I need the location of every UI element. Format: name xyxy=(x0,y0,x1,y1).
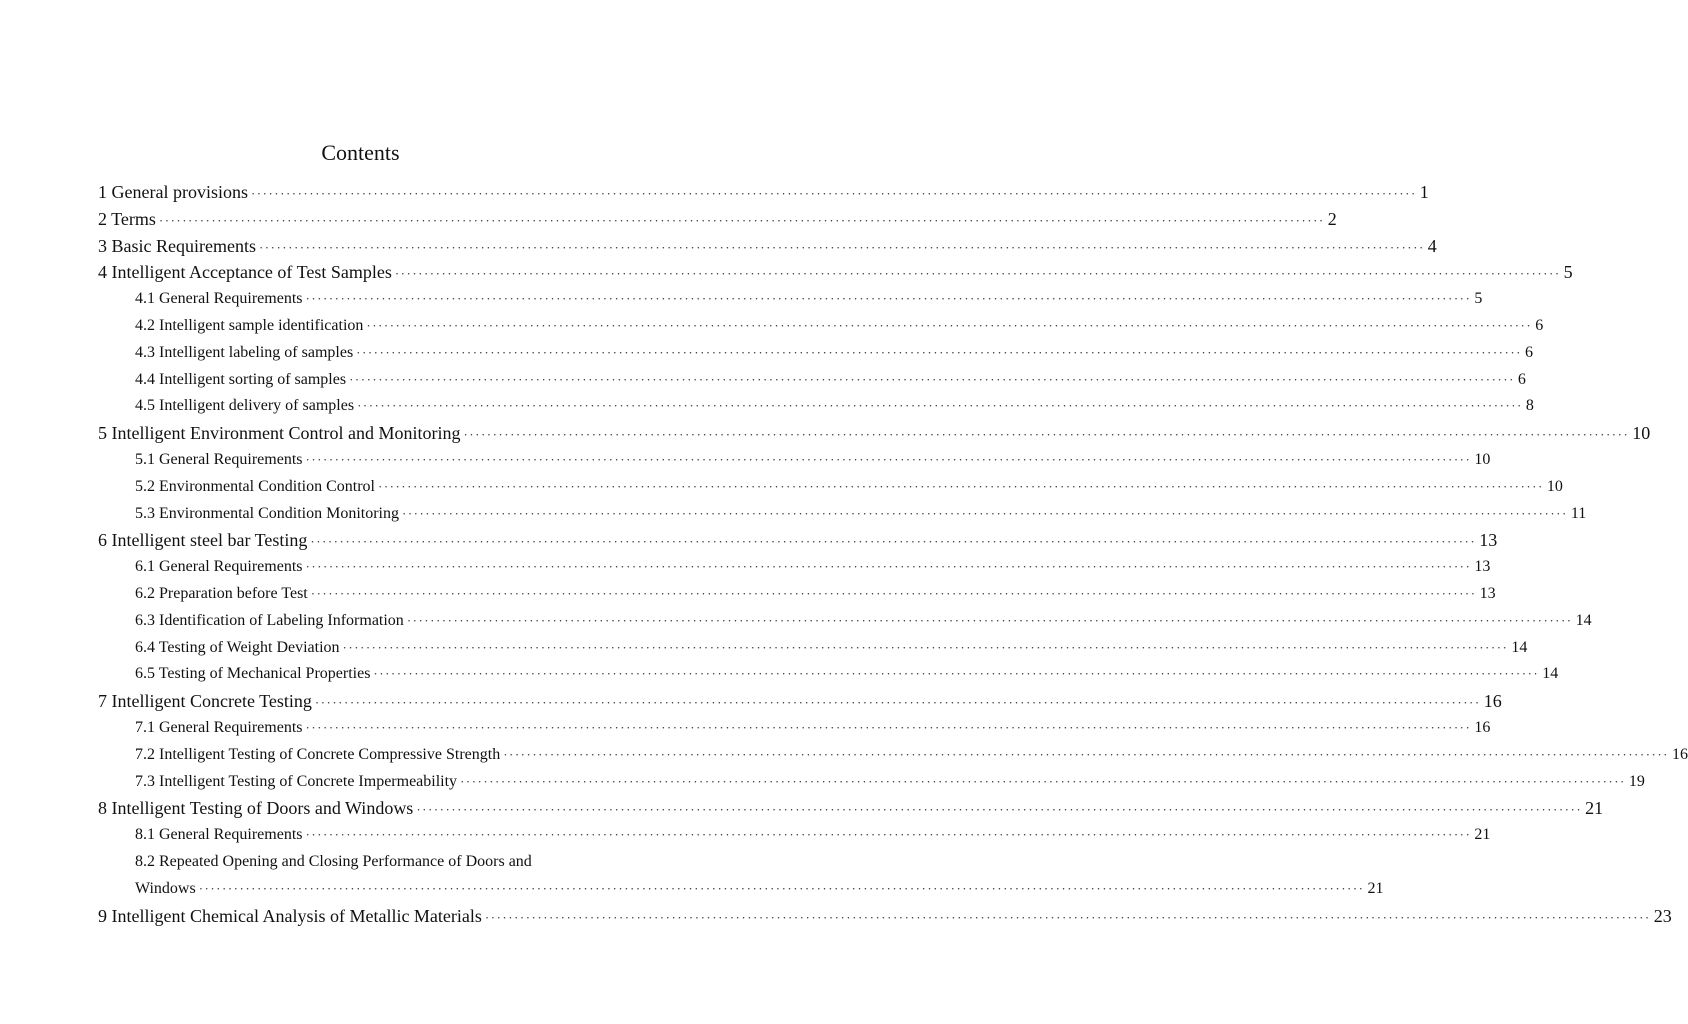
toc-subentry-wrapped-line[interactable] xyxy=(98,849,645,876)
toc-entry-page: 6 xyxy=(1535,316,1544,334)
toc-subentry[interactable] xyxy=(98,313,1544,340)
toc-entry-page: 14 xyxy=(1575,611,1592,629)
toc-subentry[interactable] xyxy=(98,501,1587,528)
dot-leader: ········································································································································································································ xyxy=(503,746,1670,762)
toc-entry-page: 16 xyxy=(1483,691,1502,712)
toc-subentry[interactable] xyxy=(98,661,1559,688)
toc-entry-label: 7.3 Intelligent Testing of Concrete Impermeability xyxy=(135,772,458,790)
toc-entry-label: 7.2 Intelligent Testing of Concrete Compressive Strength xyxy=(135,745,501,763)
toc-subentry[interactable] xyxy=(98,367,1526,394)
toc-entry-page: 21 xyxy=(1474,826,1491,844)
dot-leader: ········································································································································································································ xyxy=(416,802,1583,818)
dot-leader: ········································································································································································································ xyxy=(310,534,1477,550)
toc-subentry[interactable] xyxy=(98,742,1688,769)
toc-entry-label: 8 Intelligent Testing of Doors and Windows xyxy=(98,798,414,819)
toc-entry-page: 14 xyxy=(1542,665,1559,683)
toc-entry-page: 11 xyxy=(1570,504,1587,522)
toc-entry-label: 1 General provisions xyxy=(98,182,248,202)
toc-entry[interactable] xyxy=(98,527,1498,554)
dot-leader: ········································································································································································································ xyxy=(342,639,1509,655)
toc-entry-label: 4.5 Intelligent delivery of samples xyxy=(135,397,355,415)
dot-leader: ········································································································································································································ xyxy=(349,371,1515,387)
toc-entry-label: 5 Intelligent Environment Control and Monitoring xyxy=(98,423,461,444)
toc-entry-label: 5.2 Environmental Condition Control xyxy=(135,477,375,495)
toc-entry-label: 4.1 General Requirements xyxy=(135,290,303,308)
toc-subentry[interactable] xyxy=(98,474,1563,501)
dot-leader: ········································································································································································································ xyxy=(366,317,1533,333)
dot-leader: ········································································································································································································ xyxy=(250,186,1417,201)
toc-entry-page: 16 xyxy=(1672,745,1688,763)
dot-leader: ········································································································································································································ xyxy=(406,612,1573,628)
toc-subentry[interactable] xyxy=(98,447,1491,474)
toc-entry[interactable] xyxy=(98,420,1651,447)
toc-entry-label: 5.3 Environmental Condition Monitoring xyxy=(135,504,399,522)
toc-entry[interactable] xyxy=(98,795,1604,822)
toc-entry[interactable] xyxy=(98,903,1672,930)
toc-entry-page: 4 xyxy=(1427,235,1437,256)
dot-leader: ········································································································································································································ xyxy=(305,451,1472,467)
toc-entry-label: 6.1 General Requirements xyxy=(135,558,303,576)
toc-subentry[interactable] xyxy=(98,822,1491,849)
toc-subentry[interactable] xyxy=(98,340,1533,367)
toc-subentry[interactable] xyxy=(98,608,1592,635)
toc-entry-page: 14 xyxy=(1511,638,1528,656)
dot-leader: ········································································································································································································ xyxy=(158,212,1325,228)
toc-entry-page: 1 xyxy=(1419,182,1429,202)
toc-subentry[interactable] xyxy=(98,581,1496,608)
toc-entry-page: 23 xyxy=(1653,905,1672,926)
dot-leader: ········································································································································································································ xyxy=(460,773,1626,789)
toc-entry-label: 4.4 Intelligent sorting of samples xyxy=(135,370,347,388)
dot-leader: ········································································································································································································ xyxy=(258,239,1425,255)
toc-entry-label: 6.4 Testing of Weight Deviation xyxy=(135,638,340,656)
toc-subentry[interactable] xyxy=(98,635,1528,662)
dot-leader: ········································································································································································································ xyxy=(305,719,1472,735)
toc-entry[interactable] xyxy=(98,206,1337,233)
toc-entry-label: 5.1 General Requirements xyxy=(135,450,303,468)
toc-entry-label: 6 Intelligent steel bar Testing xyxy=(98,530,308,551)
toc-entry-label: 4 Intelligent Acceptance of Test Samples xyxy=(98,262,392,283)
toc-subentry[interactable] xyxy=(98,769,1645,796)
toc-entry-page: 6 xyxy=(1525,343,1533,361)
toc-subentry[interactable] xyxy=(98,554,1491,581)
dot-leader: ········································································································································································································ xyxy=(314,695,1481,711)
toc-subentry[interactable] xyxy=(98,715,1491,742)
dot-leader: ········································································································································································································ xyxy=(310,585,1477,601)
toc-entry-page: 21 xyxy=(1585,798,1604,819)
toc-entry-label: 2 Terms xyxy=(98,208,156,229)
toc-entry-label: 9 Intelligent Chemical Analysis of Metallic Materials xyxy=(98,905,482,926)
toc-entry[interactable] xyxy=(98,233,1437,260)
dot-leader: ········································································································································································································ xyxy=(305,827,1472,843)
dot-leader: ········································································································································································································ xyxy=(356,344,1522,360)
dot-leader: ········································································································································································································ xyxy=(305,559,1472,575)
toc-subentry-continuation[interactable] xyxy=(98,876,1384,903)
dot-leader: ········································································································································································································ xyxy=(463,427,1630,443)
toc-entry-page: 13 xyxy=(1474,558,1491,576)
dot-leader: ········································································································································································································ xyxy=(357,398,1523,414)
toc-entry-page: 2 xyxy=(1327,208,1337,229)
toc-entry-label: 4.2 Intelligent sample identification xyxy=(135,316,364,334)
dot-leader: ········································································································································································································ xyxy=(377,478,1544,494)
toc-entry-page: 6 xyxy=(1517,370,1526,388)
dot-leader: ········································································································································································································ xyxy=(401,505,1568,521)
dot-leader: ········································································································································································································ xyxy=(198,880,1365,896)
toc-entry-page: 10 xyxy=(1632,423,1651,444)
toc-entry-label: 8.1 General Requirements xyxy=(135,826,303,844)
toc-entry-label: 8.2 Repeated Opening and Closing Performance of Doors and xyxy=(135,852,532,870)
toc-entry-label: 3 Basic Requirements xyxy=(98,235,256,256)
toc-entry-page: 13 xyxy=(1479,584,1496,602)
dot-leader: ········································································································································································································ xyxy=(394,266,1561,282)
toc-entry-label: 6.2 Preparation before Test xyxy=(135,584,308,602)
toc-subentry[interactable] xyxy=(98,393,1534,420)
toc-entry-page: 10 xyxy=(1474,450,1491,468)
toc-entry-page: 8 xyxy=(1525,397,1534,415)
toc-entry-page: 16 xyxy=(1474,718,1491,736)
dot-leader: ········································································································································································································ xyxy=(484,909,1651,925)
toc-entry-label: 7 Intelligent Concrete Testing xyxy=(98,691,312,712)
toc-entry-label: 6.5 Testing of Mechanical Properties xyxy=(135,665,371,683)
toc-entry-label: Windows xyxy=(135,879,196,897)
toc-entry-label: 4.3 Intelligent labeling of samples xyxy=(135,343,354,361)
table-of-contents xyxy=(98,179,1688,929)
toc-entry-label: 7.1 General Requirements xyxy=(135,718,303,736)
toc-entry-page: 10 xyxy=(1546,477,1563,495)
dot-leader: ········································································································································································································ xyxy=(373,666,1540,682)
toc-entry-page: 21 xyxy=(1367,879,1384,897)
toc-subentry[interactable] xyxy=(98,286,1483,313)
toc-entry-page: 13 xyxy=(1479,530,1498,551)
page-title: Contents xyxy=(321,140,400,165)
toc-entry-page: 19 xyxy=(1628,772,1645,790)
toc-entry-page: 5 xyxy=(1474,290,1483,308)
dot-leader: ········································································································································································································ xyxy=(305,291,1472,307)
toc-entry[interactable] xyxy=(98,179,1429,206)
toc-entry-page: 5 xyxy=(1563,262,1573,283)
toc-entry[interactable] xyxy=(98,688,1502,715)
toc-entry-label: 6.3 Identification of Labeling Information xyxy=(135,611,404,629)
toc-entry[interactable] xyxy=(98,259,1573,286)
